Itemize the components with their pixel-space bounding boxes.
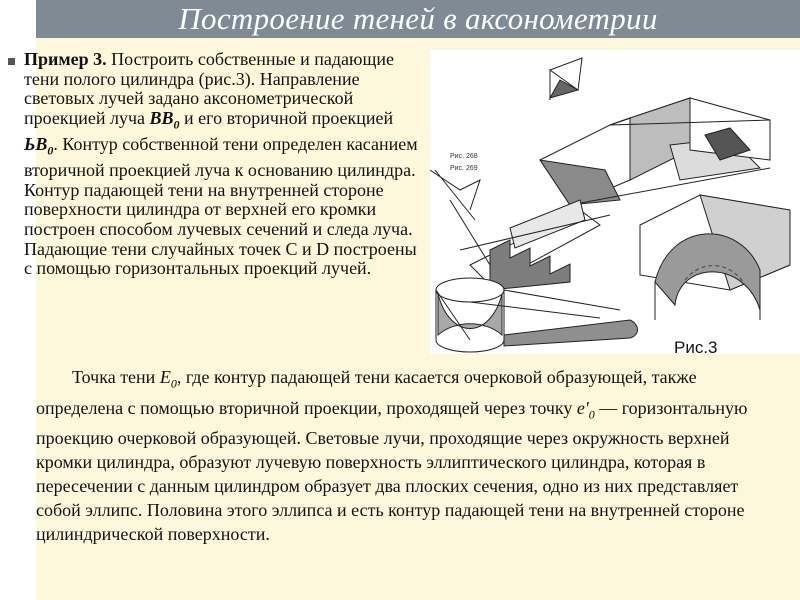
figure-illustration (430, 50, 800, 354)
arch-shadow-diagram (640, 195, 790, 320)
projection-subscript: 0 (588, 407, 595, 422)
example-text-3: . Контур собственной тени определен касанием вторичной проекцией луча к основанию цилиндра. Контур падающей тени на внутренней стороне поверхности цилиндра от верхней его кромки построен способом лучевых сечений и следа луча. Падающие тени случайных точек С и D построены с помощью горизонтальных проекций лучей. (24, 133, 418, 279)
bullet-square-icon (8, 58, 15, 65)
example-text-2: и его вторичной проекцией (179, 107, 394, 128)
secondary-ray-subscript: 0 (47, 143, 54, 158)
example-text (24, 50, 428, 279)
title-bar (36, 0, 800, 38)
example-text-1: Построить собственные и падающие тени полого цилиндра (рис.3). Направление световых лучей задано аксонометрической проекцией луча (24, 49, 394, 128)
example-block (8, 50, 428, 279)
example-label: Пример 3. (24, 49, 107, 69)
ray-letters: ВВ (149, 107, 174, 128)
prism-shadow-diagram (540, 98, 770, 205)
paragraph-text-2: , где контур падающей тени касается очерковой образующей, также определена с помощью вторичной проекции, проходящей через точку (36, 367, 697, 418)
hollow-cylinder-diagram (436, 278, 638, 352)
paragraph-text-1: Точка тени (72, 367, 160, 387)
point-notation (159, 367, 177, 391)
slide-title: Построение теней в аксонометрии (178, 1, 658, 36)
small-triangle-diagram (550, 58, 582, 100)
figure-label-269: Рис. 269 (450, 165, 478, 172)
body-paragraph (36, 365, 776, 546)
paragraph-text-3: — горизонтальную проекцию очерковой образующей. Световые лучи, проходящие через окружность верхней кромки цилиндра, образуют лучевую поверхность эллиптического цилиндра, которая в пересечении с данным цилиндром образует два плоских сечения, одно из них представляет собой эллипс. Половина этого эллипса и есть контур падающей тени на внутренней стороне цилиндрической поверхности. (36, 397, 748, 545)
ray-subscript: 0 (173, 117, 180, 132)
ray-notation (149, 107, 180, 132)
figure-caption: Рис.3 (674, 338, 718, 357)
secondary-ray-notation (24, 133, 54, 158)
figure-label-268: Рис. 268 (450, 153, 478, 160)
secondary-ray-letters: ЬВ (24, 133, 48, 154)
projection-notation (576, 397, 595, 422)
figure-drawings (430, 50, 800, 354)
projection-letter: е' (576, 397, 589, 418)
point-letter: Е (159, 367, 171, 387)
point-subscript: 0 (170, 376, 177, 391)
